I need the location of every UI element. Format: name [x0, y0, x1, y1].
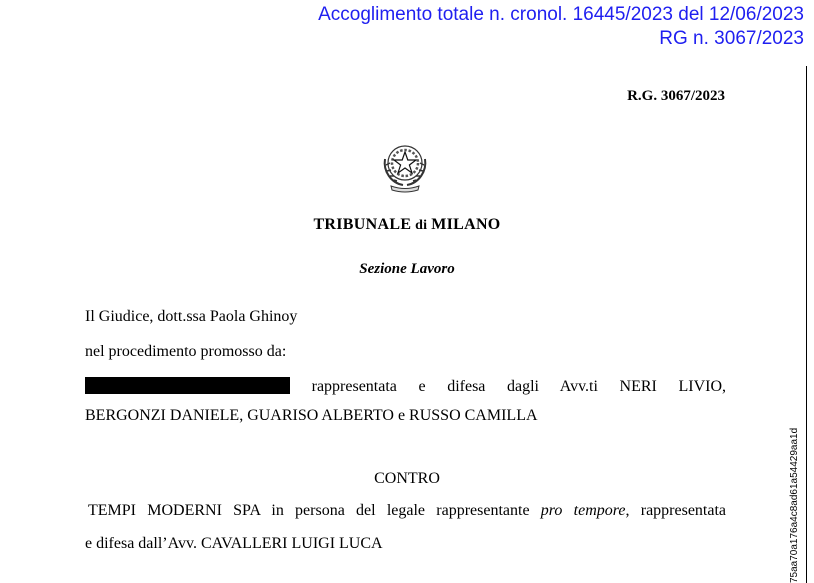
- defendant-text-italic: pro tempore: [540, 502, 626, 519]
- defendant-line-1: [88, 502, 726, 520]
- defendant-text-a: TEMPI MODERNI SPA in persona del legale rappresentante: [88, 502, 541, 519]
- italian-republic-emblem-icon: [377, 137, 433, 193]
- plaintiff-line-1: [85, 377, 726, 396]
- court-title-di: di: [411, 218, 432, 233]
- registry-stamp: [318, 3, 804, 51]
- court-title: [0, 216, 814, 234]
- redaction-bar: [85, 377, 290, 394]
- judge-line: Il Giudice, dott.ssa Paola Ghinoy: [85, 308, 298, 325]
- stamp-line-2: RG n. 3067/2023: [659, 28, 804, 49]
- rg-number: R.G. 3067/2023: [627, 88, 725, 104]
- court-title-milano: MILANO: [431, 216, 501, 233]
- plaintiff-rep-text: rappresentata e difesa dagli Avv.ti NERI LIVIO,: [311, 378, 727, 395]
- defendant-line-2: e difesa dall’Avv. CAVALLERI LUIGI LUCA: [85, 535, 383, 552]
- court-title-tribunale: TRIBUNALE: [313, 216, 412, 233]
- proceeding-line: nel procedimento promosso da:: [85, 343, 287, 360]
- section-title: Sezione Lavoro: [359, 261, 455, 277]
- plaintiff-line-2: BERGONZI DANIELE, GUARISO ALBERTO e RUSSO CAMILLA: [85, 407, 538, 424]
- stamp-line-1: Accoglimento totale n. cronol. 16445/2023 del 12/06/2023: [318, 4, 804, 25]
- contro-heading: CONTRO: [374, 470, 440, 487]
- document-hash: 75aa70a176a4c8ad61a54429aa1d: [789, 427, 800, 583]
- defendant-text-b: , rappresentata: [625, 502, 727, 519]
- margin-rule: [806, 66, 807, 583]
